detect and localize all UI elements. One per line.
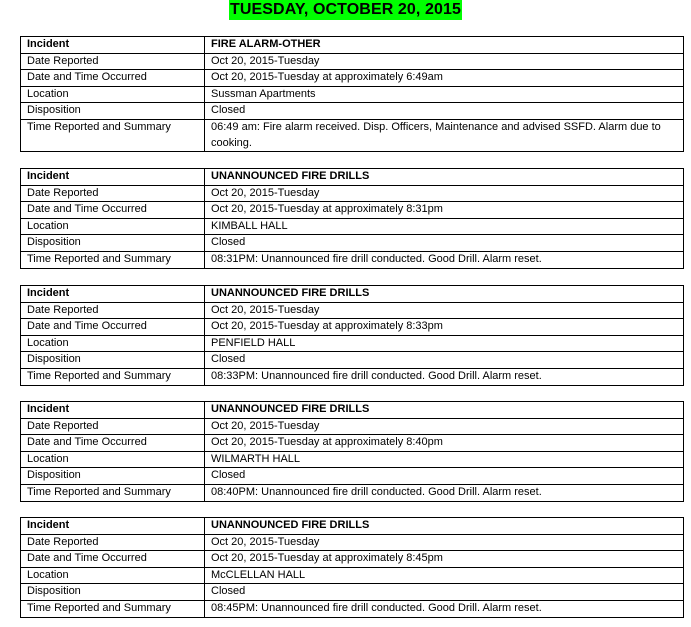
- date-reported-row: [21, 302, 684, 319]
- summary-row: [21, 368, 684, 385]
- date-reported-value: Oct 20, 2015-Tuesday: [205, 534, 684, 551]
- location-value: PENFIELD HALL: [205, 335, 684, 352]
- incident-value: UNANNOUNCED FIRE DRILLS: [205, 518, 684, 535]
- date-reported-value: Oct 20, 2015-Tuesday: [205, 185, 684, 202]
- location-row: [21, 86, 684, 103]
- location-row: [21, 451, 684, 468]
- disposition-row: [21, 352, 684, 369]
- date-time-occurred-row: [21, 319, 684, 336]
- date-time-occurred-label: Date and Time Occurred: [21, 319, 205, 336]
- page-title: TUESDAY, OCTOBER 20, 2015: [229, 1, 462, 18]
- date-time-occurred-row: [21, 435, 684, 452]
- date-reported-label: Date Reported: [21, 53, 205, 70]
- date-time-occurred-row: [21, 70, 684, 87]
- disposition-value: Closed: [205, 584, 684, 601]
- summary-row: [21, 600, 684, 617]
- disposition-value: Closed: [205, 235, 684, 252]
- incident-value: UNANNOUNCED FIRE DRILLS: [205, 169, 684, 186]
- date-reported-label: Date Reported: [21, 302, 205, 319]
- date-time-occurred-row: [21, 202, 684, 219]
- date-reported-label: Date Reported: [21, 418, 205, 435]
- disposition-value: Closed: [205, 103, 684, 120]
- incident-table: [20, 517, 684, 618]
- incident-table: [20, 36, 684, 152]
- location-row: [21, 567, 684, 584]
- incident-row: [21, 286, 684, 303]
- date-reported-value: Oct 20, 2015-Tuesday: [205, 53, 684, 70]
- date-reported-value: Oct 20, 2015-Tuesday: [205, 302, 684, 319]
- date-reported-row: [21, 185, 684, 202]
- incident-label: Incident: [21, 37, 205, 54]
- summary-label: Time Reported and Summary: [21, 368, 205, 385]
- summary-row: [21, 251, 684, 268]
- date-time-occurred-value: Oct 20, 2015-Tuesday at approximately 6:49am: [205, 70, 684, 87]
- location-row: [21, 335, 684, 352]
- date-time-occurred-value: Oct 20, 2015-Tuesday at approximately 8:33pm: [205, 319, 684, 336]
- disposition-label: Disposition: [21, 103, 205, 120]
- incident-row: [21, 402, 684, 419]
- summary-row: [21, 484, 684, 501]
- disposition-value: Closed: [205, 468, 684, 485]
- location-row: [21, 218, 684, 235]
- summary-label: Time Reported and Summary: [21, 251, 205, 268]
- location-value: McCLELLAN HALL: [205, 567, 684, 584]
- incident-table: [20, 401, 684, 502]
- date-reported-label: Date Reported: [21, 534, 205, 551]
- summary-label: Time Reported and Summary: [21, 119, 205, 151]
- incident-row: [21, 518, 684, 535]
- disposition-row: [21, 584, 684, 601]
- location-value: Sussman Apartments: [205, 86, 684, 103]
- location-value: KIMBALL HALL: [205, 218, 684, 235]
- incident-value: FIRE ALARM-OTHER: [205, 37, 684, 54]
- date-reported-label: Date Reported: [21, 185, 205, 202]
- incident-row: [21, 37, 684, 54]
- summary-value: 08:45PM: Unannounced fire drill conducted. Good Drill. Alarm reset.: [205, 600, 684, 617]
- date-reported-row: [21, 418, 684, 435]
- summary-label: Time Reported and Summary: [21, 600, 205, 617]
- location-label: Location: [21, 218, 205, 235]
- incident-value: UNANNOUNCED FIRE DRILLS: [205, 402, 684, 419]
- summary-value: 08:33PM: Unannounced fire drill conducted. Good Drill. Alarm reset.: [205, 368, 684, 385]
- date-reported-row: [21, 53, 684, 70]
- disposition-row: [21, 103, 684, 120]
- title-container: [0, 0, 691, 20]
- summary-value: 08:31PM: Unannounced fire drill conducted. Good Drill. Alarm reset.: [205, 251, 684, 268]
- incident-label: Incident: [21, 518, 205, 535]
- incident-label: Incident: [21, 286, 205, 303]
- summary-row: [21, 119, 684, 151]
- date-time-occurred-label: Date and Time Occurred: [21, 435, 205, 452]
- date-time-occurred-row: [21, 551, 684, 568]
- disposition-value: Closed: [205, 352, 684, 369]
- disposition-label: Disposition: [21, 468, 205, 485]
- incident-table: [20, 168, 684, 269]
- location-label: Location: [21, 335, 205, 352]
- date-reported-row: [21, 534, 684, 551]
- summary-label: Time Reported and Summary: [21, 484, 205, 501]
- disposition-label: Disposition: [21, 352, 205, 369]
- incident-label: Incident: [21, 402, 205, 419]
- date-time-occurred-label: Date and Time Occurred: [21, 551, 205, 568]
- summary-value: 08:40PM: Unannounced fire drill conducted. Good Drill. Alarm reset.: [205, 484, 684, 501]
- incident-row: [21, 169, 684, 186]
- summary-value: 06:49 am: Fire alarm received. Disp. Officers, Maintenance and advised SSFD. Alarm due to cooking.: [205, 119, 684, 151]
- date-time-occurred-label: Date and Time Occurred: [21, 70, 205, 87]
- date-time-occurred-value: Oct 20, 2015-Tuesday at approximately 8:31pm: [205, 202, 684, 219]
- date-time-occurred-value: Oct 20, 2015-Tuesday at approximately 8:40pm: [205, 435, 684, 452]
- disposition-label: Disposition: [21, 584, 205, 601]
- date-time-occurred-label: Date and Time Occurred: [21, 202, 205, 219]
- disposition-row: [21, 468, 684, 485]
- incident-label: Incident: [21, 169, 205, 186]
- disposition-label: Disposition: [21, 235, 205, 252]
- incident-value: UNANNOUNCED FIRE DRILLS: [205, 286, 684, 303]
- disposition-row: [21, 235, 684, 252]
- date-time-occurred-value: Oct 20, 2015-Tuesday at approximately 8:45pm: [205, 551, 684, 568]
- location-label: Location: [21, 567, 205, 584]
- location-label: Location: [21, 451, 205, 468]
- location-label: Location: [21, 86, 205, 103]
- date-reported-value: Oct 20, 2015-Tuesday: [205, 418, 684, 435]
- location-value: WILMARTH HALL: [205, 451, 684, 468]
- incident-table: [20, 285, 684, 386]
